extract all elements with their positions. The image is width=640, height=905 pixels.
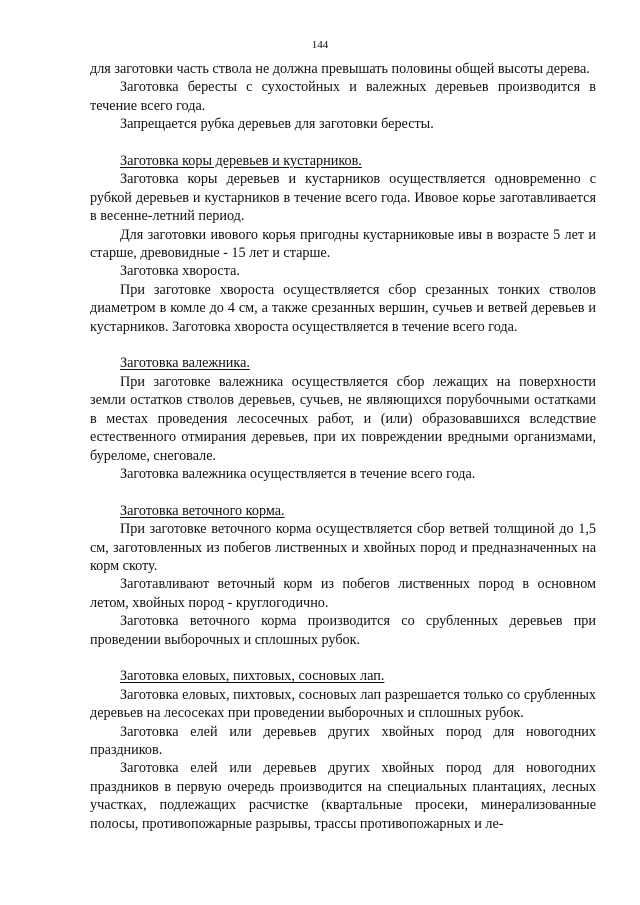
section-spacer xyxy=(90,649,596,667)
section-spacer xyxy=(90,134,596,152)
body-paragraph: Заготавливают веточный корм из побегов лиственных пород в основном летом, хвойных пород - круглогодично. xyxy=(90,576,596,611)
body-paragraph: Заготовка елей или деревьев других хвойных пород для новогодних праздников в первую очередь производится на специальных плантациях, лесных участках, подлежащих расчистке (квартальные просеки, минерализованные полосы, противопожарные разрывы, трассы противопожарных и ле- xyxy=(90,760,596,832)
body-paragraph: Заготовка еловых, пихтовых, сосновых лап разрешается только со срубленных деревьев на лесосеках при проведении выборочных и сплошных рубок. xyxy=(90,686,596,722)
section-heading: Заготовка веточного корма. xyxy=(120,502,285,519)
body-paragraph: Заготовка валежника осуществляется в течение всего года. xyxy=(120,465,476,482)
page-number: 144 xyxy=(311,39,329,51)
section-heading: Заготовка еловых, пихтовых, сосновых лап. xyxy=(120,668,385,685)
body-paragraph: При заготовке веточного корма осуществляется сбор ветвей толщиной до 1,5 см, заготовленных из побегов лиственных и хвойных пород и предназначенных на корм скоту. xyxy=(90,521,596,574)
body-paragraph: для заготовки часть ствола не должна превышать половины общей высоты дерева. xyxy=(90,61,590,77)
body-paragraph: Заготовка веточного корма производится со срубленных деревьев при проведении выборочных и сплошных рубок. xyxy=(90,613,596,648)
section-spacer xyxy=(90,483,596,501)
body-paragraph: Запрещается рубка деревьев для заготовки бересты. xyxy=(120,116,434,133)
body-paragraph: Заготовка бересты с сухостойных и валежных деревьев производится в течение всего года. xyxy=(90,79,596,114)
section-heading: Заготовка коры деревьев и кустарников. xyxy=(120,153,362,170)
section-heading: Заготовка валежника. xyxy=(120,355,250,372)
body-paragraph: Заготовка елей или деревьев других хвойных пород для новогодних праздников. xyxy=(90,723,596,758)
body-paragraph: Для заготовки ивового корья пригодны кустарниковые ивы в возрасте 5 лет и старше, древовидные - 15 лет и старше. xyxy=(90,226,596,262)
body-paragraph: Заготовка коры деревьев и кустарников осуществляется одновременно с рубкой деревьев и кустарников в течение всего года. Ивовое корье заготавливается в весенне-летний период. xyxy=(90,171,596,225)
section-spacer xyxy=(90,336,596,354)
body-paragraph: Заготовка хвороста. xyxy=(120,263,240,280)
body-paragraph: При заготовке валежника осуществляется сбор лежащих на поверхности земли остатков стволов деревьев, сучьев, не являющихся порубочными остатками в местах проведения лесосечных работ, и (или) образовавшихся вследствие естественного отмирания деревьев, при их повреждении вредными организмами, буреломе, снеговале. xyxy=(90,373,596,464)
page-body xyxy=(90,60,596,833)
body-paragraph: При заготовке хвороста осуществляется сбор срезанных тонких стволов диаметром в комле до 4 см, а также срезанных вершин, сучьев и ветвей деревьев и кустарников. Заготовка хвороста осуществляется в течение всего года. xyxy=(90,281,596,335)
